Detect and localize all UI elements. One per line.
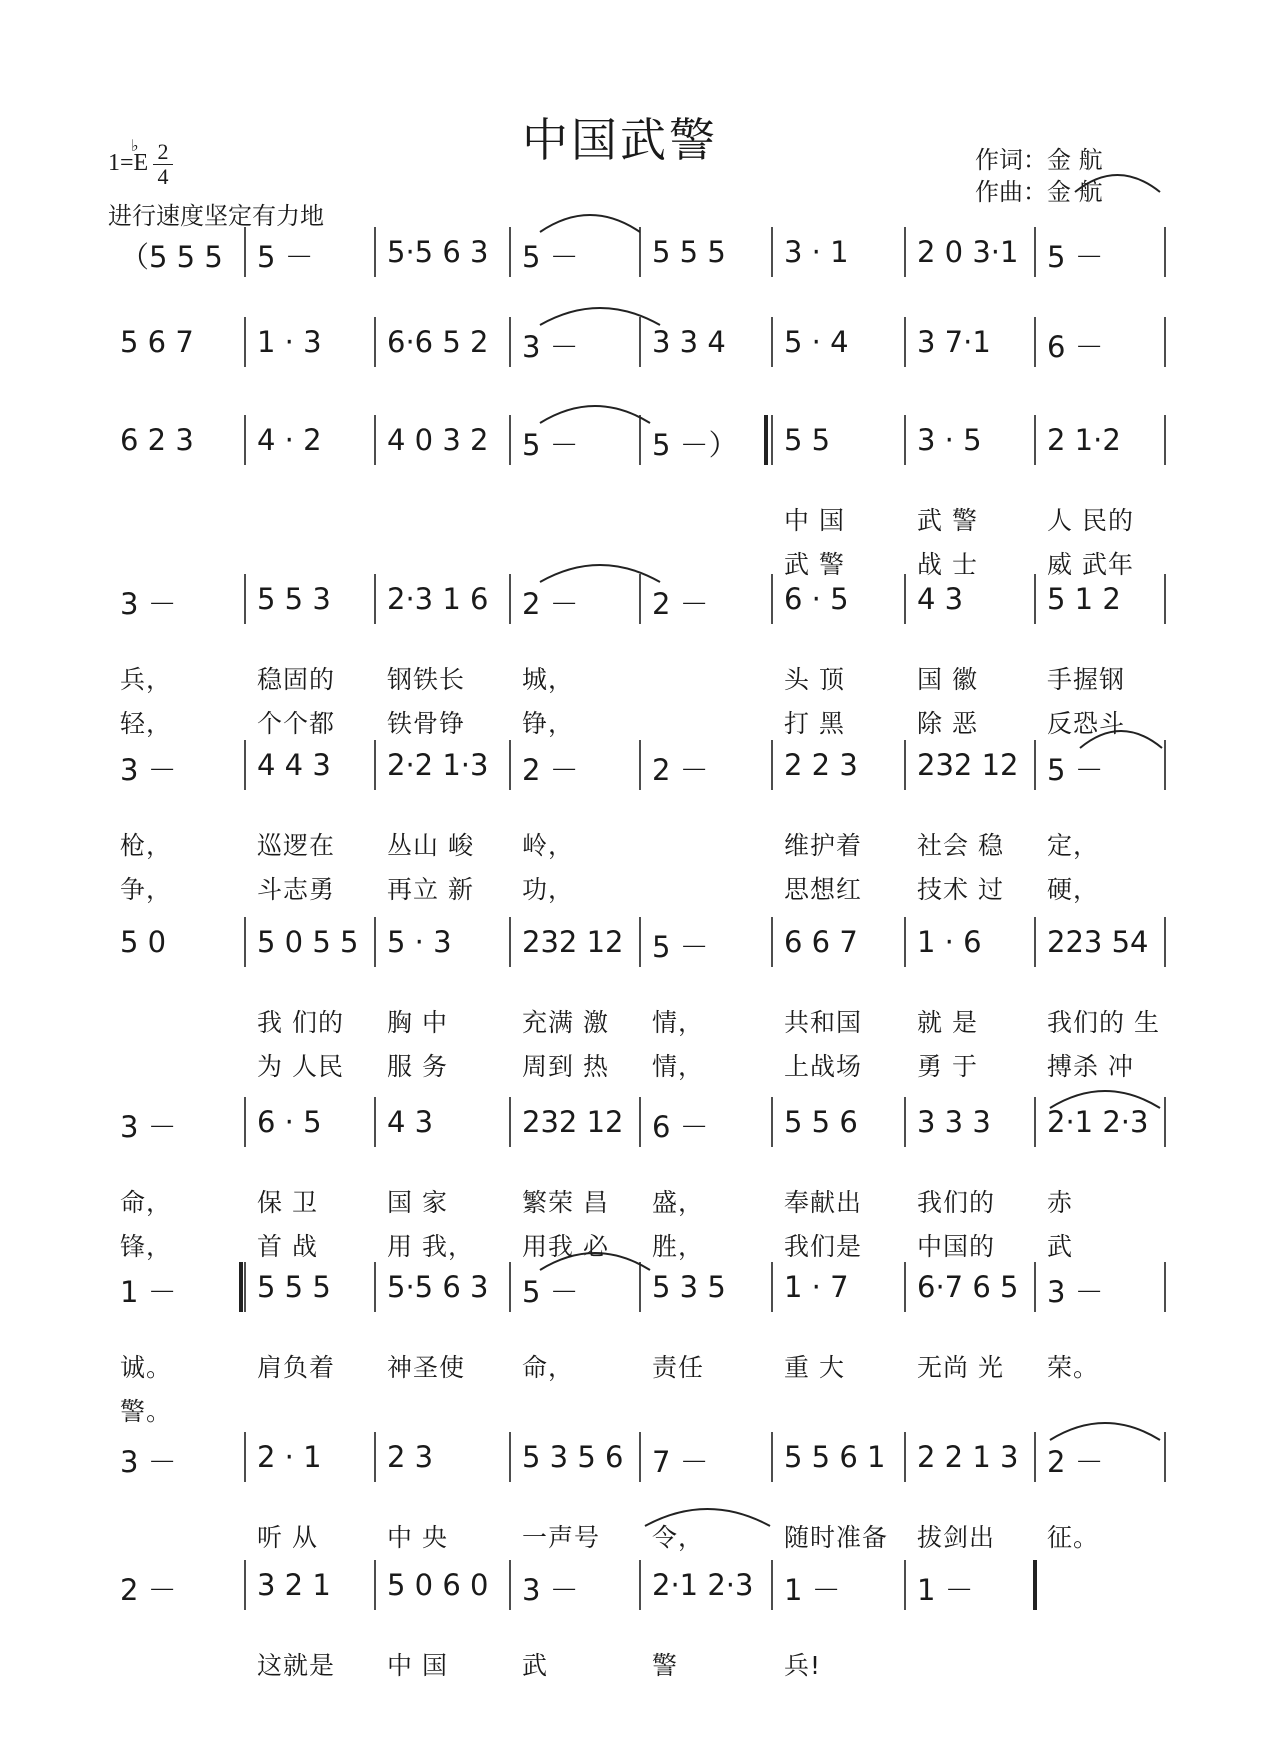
- measure-notes: 5 －: [522, 428, 579, 462]
- measure-notes: 7 －: [652, 1445, 709, 1479]
- composer-credit: 作曲：金 航: [975, 178, 1103, 206]
- lyric-syllables: 盛，: [652, 1188, 705, 1217]
- measure-notes: 6 2 3: [120, 423, 194, 457]
- lyric-syllables: 头 顶: [784, 665, 845, 694]
- measure-notes: 232 12: [522, 1105, 624, 1139]
- lyric-syllables: 首 战: [257, 1232, 318, 1261]
- lyric-syllables: 武 警: [917, 506, 978, 535]
- measure-notes: 4 3: [387, 1105, 434, 1139]
- lyric-syllables: 奉献出: [784, 1188, 863, 1217]
- lyric-syllables: 国 家: [387, 1188, 448, 1217]
- lyric-syllables: 征。: [1047, 1523, 1100, 1552]
- lyric-syllables: 勇 于: [917, 1052, 978, 1081]
- lyric-syllables: 除 恶: [917, 709, 978, 738]
- key-signature: 1=E: [108, 150, 149, 176]
- tie-slur: [540, 406, 650, 423]
- measure-notes: 5 －: [522, 240, 579, 274]
- measure-notes: 3 －: [1047, 1275, 1104, 1309]
- measure-notes: 2·2 1·3: [387, 748, 489, 782]
- lyric-syllables: 技术 过: [917, 875, 1004, 904]
- measure-notes: 5 · 4: [784, 325, 849, 359]
- lyric-syllables: 无尚 光: [917, 1353, 1004, 1382]
- tie-slur: [1050, 1423, 1160, 1440]
- measure-notes: 1 · 7: [784, 1270, 849, 1304]
- measure-notes: 2 3: [387, 1440, 434, 1474]
- lyric-syllables: 战 士: [917, 550, 978, 579]
- lyric-syllables: 社会 稳: [917, 831, 1004, 860]
- measure-notes: 4 0 3 2: [387, 423, 489, 457]
- measure-notes: 5 －）: [652, 428, 738, 462]
- time-signature-denominator: 4: [157, 164, 169, 189]
- lyric-syllables: 再立 新: [387, 875, 474, 904]
- flat-sign-icon: ♭: [131, 136, 139, 155]
- measure-notes: 5 6 7: [120, 325, 194, 359]
- lyric-syllables: 这就是: [257, 1651, 336, 1680]
- lyric-syllables: 武 警: [784, 550, 845, 579]
- lyric-syllables: 打 黑: [784, 709, 845, 738]
- measure-notes: 5 －: [652, 930, 709, 964]
- lyricist-credit: 作词：金 航: [975, 146, 1103, 174]
- lyric-syllables: 荣。: [1047, 1353, 1100, 1382]
- lyric-syllables: 保 卫: [257, 1188, 318, 1217]
- lyric-syllables: 中国的: [917, 1232, 996, 1261]
- measure-notes: 3 －: [120, 1445, 177, 1479]
- lyric-syllables: 一声号: [522, 1523, 601, 1552]
- measure-notes: 5 0 6 0: [387, 1568, 489, 1602]
- lyric-syllables: 用 我，: [387, 1232, 474, 1261]
- lyric-syllables: 巡逻在: [257, 831, 336, 860]
- lyric-syllables: 手握钢: [1047, 665, 1126, 694]
- measure-notes: 5 5 6 1: [784, 1440, 886, 1474]
- lyric-syllables: 胜，: [652, 1232, 705, 1261]
- measure-notes: 3 －: [120, 1110, 177, 1144]
- measure-notes: 4 · 2: [257, 423, 322, 457]
- tempo-marking: 进行速度坚定有力地: [108, 202, 324, 230]
- lyric-syllables: 搏杀 冲: [1047, 1052, 1134, 1081]
- measure-notes: 3 · 5: [917, 423, 982, 457]
- measure-notes: 3 3 4: [652, 325, 726, 359]
- lyric-syllables: 斗志勇: [257, 875, 336, 904]
- measure-notes: 2 －: [522, 587, 579, 621]
- lyric-syllables: 拔剑出: [917, 1523, 996, 1552]
- measure-notes: 6·6 5 2: [387, 325, 489, 359]
- lyric-syllables: 兵!: [784, 1651, 822, 1680]
- measure-notes: 5 －: [1047, 753, 1104, 787]
- measure-notes: 5 5 5: [652, 235, 726, 269]
- lyric-syllables: 情，: [652, 1008, 705, 1037]
- lyric-syllables: 争，: [120, 875, 173, 904]
- measure-notes: 3 3 3: [917, 1105, 991, 1139]
- measure-notes: 5 5 3: [257, 582, 331, 616]
- lyric-syllables: 情，: [652, 1052, 705, 1081]
- lyric-syllables: 重 大: [784, 1353, 845, 1382]
- measure-notes: 4 4 3: [257, 748, 331, 782]
- lyric-syllables: 硬，: [1047, 875, 1100, 904]
- lyric-syllables: 反恐斗: [1047, 709, 1126, 738]
- time-signature-numerator: 2: [153, 140, 173, 165]
- lyric-syllables: 神圣使: [387, 1353, 466, 1382]
- lyric-syllables: 我们的: [917, 1188, 996, 1217]
- measure-notes: 1 · 6: [917, 925, 982, 959]
- measure-notes: 2 0 3·1: [917, 235, 1019, 269]
- measure-notes: 2 －: [652, 587, 709, 621]
- measure-notes: 2·1 2·3: [1047, 1105, 1149, 1139]
- lyric-syllables: 思想红: [784, 875, 863, 904]
- lyric-syllables: 锋，: [120, 1232, 173, 1261]
- measure-notes: 2 · 1: [257, 1440, 322, 1474]
- lyric-syllables: 枪，: [120, 831, 173, 860]
- measure-notes: 5 1 2: [1047, 582, 1121, 616]
- measure-notes: 2·3 1 6: [387, 582, 489, 616]
- tie-slur: [540, 215, 640, 232]
- lyric-syllables: 武: [522, 1651, 549, 1680]
- lyric-syllables: 随时准备: [784, 1523, 889, 1552]
- measure-notes: 5 5 5: [257, 1270, 331, 1304]
- measure-notes: 5 5 6: [784, 1105, 858, 1139]
- lyric-syllables: 命，: [522, 1353, 575, 1382]
- measure-notes: 3 · 1: [784, 235, 849, 269]
- measure-notes: 5 · 3: [387, 925, 452, 959]
- lyric-syllables: 令，: [652, 1523, 705, 1552]
- measure-notes: 3 －: [522, 1573, 579, 1607]
- lyric-syllables: 功，: [522, 875, 575, 904]
- lyric-syllables: 稳固的: [257, 665, 336, 694]
- measure-notes: 6 6 7: [784, 925, 858, 959]
- measure-notes: 5 0 5 5: [257, 925, 359, 959]
- measure-notes: 2 －: [1047, 1445, 1104, 1479]
- lyric-syllables: 中 国: [784, 506, 845, 535]
- measure-notes: 2 －: [652, 753, 709, 787]
- measure-notes: 3 －: [522, 330, 579, 364]
- measure-notes: 2 2 1 3: [917, 1440, 1019, 1474]
- lyric-syllables: 胸 中: [387, 1008, 448, 1037]
- lyric-syllables: 命，: [120, 1188, 173, 1217]
- lyric-syllables: 用我 必: [522, 1232, 609, 1261]
- lyric-syllables: 定，: [1047, 831, 1100, 860]
- measure-notes: 3 －: [120, 587, 177, 621]
- lyric-syllables: 威 武年: [1047, 550, 1134, 579]
- measure-notes: 5 3 5: [652, 1270, 726, 1304]
- measure-notes: 1 －: [784, 1573, 841, 1607]
- measure-notes: 5·5 6 3: [387, 1270, 489, 1304]
- lyric-syllables: 个个都: [257, 709, 336, 738]
- lyric-syllables: 维护着: [784, 831, 863, 860]
- measure-notes: 5 －: [522, 1275, 579, 1309]
- measure-notes: 1 －: [917, 1573, 974, 1607]
- lyric-syllables: 听 从: [257, 1523, 318, 1552]
- lyric-syllables: 警。: [120, 1397, 173, 1426]
- measure-notes: 2 －: [522, 753, 579, 787]
- measure-notes: 3 －: [120, 753, 177, 787]
- measure-notes: 6·7 6 5: [917, 1270, 1019, 1304]
- lyric-syllables: 城，: [522, 665, 575, 694]
- lyric-syllables: 国 徽: [917, 665, 978, 694]
- lyric-syllables: 繁荣 昌: [522, 1188, 609, 1217]
- measure-notes: 2 1·2: [1047, 423, 1121, 457]
- lyric-syllables: 赤: [1047, 1188, 1074, 1217]
- lyric-syllables: 中 国: [387, 1651, 448, 1680]
- measure-notes: 6 －: [652, 1110, 709, 1144]
- lyric-syllables: 铮，: [522, 709, 575, 738]
- measure-notes: 5 5: [784, 423, 831, 457]
- measure-notes: 5 0: [120, 925, 167, 959]
- measure-notes: 3 7·1: [917, 325, 991, 359]
- measure-notes: （5 5 5: [120, 240, 223, 274]
- measure-notes: 6 －: [1047, 330, 1104, 364]
- measure-notes: 2·1 2·3: [652, 1568, 754, 1602]
- lyric-syllables: 铁骨铮: [387, 709, 466, 738]
- lyric-syllables: 上战场: [784, 1052, 863, 1081]
- lyric-syllables: 轻，: [120, 709, 173, 738]
- lyric-syllables: 我们是: [784, 1232, 863, 1261]
- lyric-syllables: 肩负着: [257, 1353, 336, 1382]
- tie-slur: [540, 308, 660, 325]
- lyric-syllables: 兵，: [120, 665, 173, 694]
- measure-notes: 5 －: [257, 240, 314, 274]
- lyric-syllables: 丛山 峻: [387, 831, 474, 860]
- lyric-syllables: 钢铁长: [387, 665, 466, 694]
- lyric-syllables: 警: [652, 1651, 679, 1680]
- lyric-syllables: 充满 激: [522, 1008, 609, 1037]
- measure-notes: 2 －: [120, 1573, 177, 1607]
- measure-notes: 223 54: [1047, 925, 1149, 959]
- measure-notes: 6 · 5: [257, 1105, 322, 1139]
- tie-slur: [1075, 175, 1160, 192]
- lyric-syllables: 就 是: [917, 1008, 978, 1037]
- measure-notes: 5 3 5 6: [522, 1440, 624, 1474]
- lyric-syllables: 岭，: [522, 831, 575, 860]
- measure-notes: 1 · 3: [257, 325, 322, 359]
- lyric-syllables: 人 民的: [1047, 506, 1134, 535]
- lyric-syllables: 周到 热: [522, 1052, 609, 1081]
- lyric-syllables: 共和国: [784, 1008, 863, 1037]
- measure-notes: 2 2 3: [784, 748, 858, 782]
- measure-notes: 3 2 1: [257, 1568, 331, 1602]
- measure-notes: 232 12: [522, 925, 624, 959]
- lyric-syllables: 服 务: [387, 1052, 448, 1081]
- measure-notes: 232 12: [917, 748, 1019, 782]
- measure-notes: 1 －: [120, 1275, 177, 1309]
- lyric-syllables: 责任: [652, 1353, 705, 1382]
- measure-notes: 5·5 6 3: [387, 235, 489, 269]
- measure-notes: 6 · 5: [784, 582, 849, 616]
- lyric-syllables: 武: [1047, 1232, 1074, 1261]
- lyric-syllables: 我 们的: [257, 1008, 344, 1037]
- song-title: 中国武警: [522, 113, 718, 167]
- lyric-syllables: 诚。: [120, 1353, 173, 1382]
- measure-notes: 4 3: [917, 582, 964, 616]
- lyric-syllables: 中 央: [387, 1523, 448, 1552]
- lyric-syllables: 我们的 生: [1047, 1008, 1160, 1037]
- measure-notes: 5 －: [1047, 240, 1104, 274]
- tie-slur: [540, 565, 660, 582]
- lyric-syllables: 为 人民: [257, 1052, 344, 1081]
